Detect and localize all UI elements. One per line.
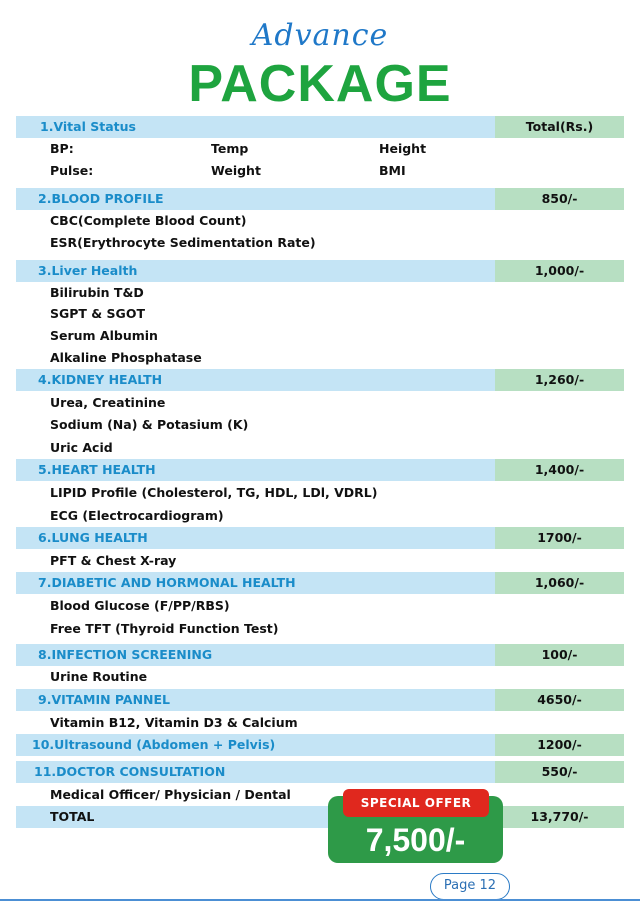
- section-label: 7.DIABETIC AND HORMONAL HEALTH: [38, 575, 296, 590]
- vital-field: Height: [379, 141, 427, 156]
- section-label: 8.INFECTION SCREENING: [38, 647, 213, 662]
- test-item: SGPT & SGOT: [50, 306, 145, 321]
- section-header-doctor: [16, 761, 624, 783]
- vital-field: Pulse:: [50, 163, 94, 178]
- section-price: 550/-: [495, 761, 624, 783]
- section-price: 1700/-: [495, 527, 624, 549]
- test-item: Serum Albumin: [50, 328, 158, 343]
- section-price: 1200/-: [495, 734, 624, 756]
- section-price: 1,260/-: [495, 369, 624, 391]
- title-package: PACKAGE: [188, 55, 452, 113]
- section-label: 11.DOCTOR CONSULTATION: [34, 764, 226, 779]
- test-item: Sodium (Na) & Potasium (K): [50, 417, 249, 432]
- section-label: 9.VITAMIN PANNEL: [38, 692, 171, 707]
- test-item: ECG (Electrocardiogram): [50, 508, 224, 523]
- section-header-ultrasound: [16, 734, 624, 756]
- test-item: CBC(Complete Blood Count): [50, 213, 247, 228]
- page-number: Page 12: [430, 873, 510, 900]
- total-column-header: Total(Rs.): [495, 116, 624, 138]
- section-label: 6.LUNG HEALTH: [38, 530, 148, 545]
- section-header-infection: [16, 644, 624, 666]
- section-header-heart: [16, 459, 624, 481]
- vital-field: Temp: [211, 141, 249, 156]
- section-label: 2.BLOOD PROFILE: [38, 191, 164, 206]
- test-item: Alkaline Phosphatase: [50, 350, 202, 365]
- test-item: Bilirubin T&D: [50, 285, 144, 300]
- section-price: 1,400/-: [495, 459, 624, 481]
- section-label: 1.Vital Status: [40, 119, 136, 134]
- footer-divider: [0, 899, 640, 901]
- test-item: Uric Acid: [50, 440, 113, 455]
- section-label: 4.KIDNEY HEALTH: [38, 372, 163, 387]
- vital-field: BP:: [50, 141, 74, 156]
- section-price: 1,000/-: [495, 260, 624, 282]
- section-header-diabetic: [16, 572, 624, 594]
- section-label: 5.HEART HEALTH: [38, 462, 156, 477]
- test-item: LIPID Profile (Cholesterol, TG, HDL, LDl, VDRL): [50, 485, 378, 500]
- section-price: 4650/-: [495, 689, 624, 711]
- section-label: 3.Liver Health: [38, 263, 138, 278]
- vital-field: Weight: [211, 163, 261, 178]
- vital-field: BMI: [379, 163, 406, 178]
- total-value: 13,770/-: [495, 806, 624, 828]
- test-item: Blood Glucose (F/PP/RBS): [50, 598, 230, 613]
- title-advance: Advance: [251, 18, 389, 53]
- test-item: Free TFT (Thyroid Function Test): [50, 621, 279, 636]
- section-header-liver: [16, 260, 624, 282]
- test-item: Urea, Creatinine: [50, 395, 166, 410]
- section-price: 1,060/-: [495, 572, 624, 594]
- section-price: 100/-: [495, 644, 624, 666]
- total-row: [16, 806, 624, 828]
- section-header-vital: [16, 116, 624, 138]
- section-label: 10.Ultrasound (Abdomen + Pelvis): [32, 737, 276, 752]
- test-item: ESR(Erythrocyte Sedimentation Rate): [50, 235, 316, 250]
- section-header-blood: [16, 188, 624, 210]
- test-item: Medical Officer/ Physician / Dental: [50, 787, 291, 802]
- special-offer-tag: SPECIAL OFFER: [343, 789, 489, 817]
- special-offer-price: 7,500/-: [365, 822, 466, 858]
- test-item: Vitamin B12, Vitamin D3 & Calcium: [50, 715, 298, 730]
- section-header-lung: [16, 527, 624, 549]
- section-header-vitamin: [16, 689, 624, 711]
- section-header-kidney: [16, 369, 624, 391]
- section-price: 850/-: [495, 188, 624, 210]
- total-label: TOTAL: [50, 809, 95, 824]
- test-item: Urine Routine: [50, 669, 148, 684]
- test-item: PFT & Chest X-ray: [50, 553, 177, 568]
